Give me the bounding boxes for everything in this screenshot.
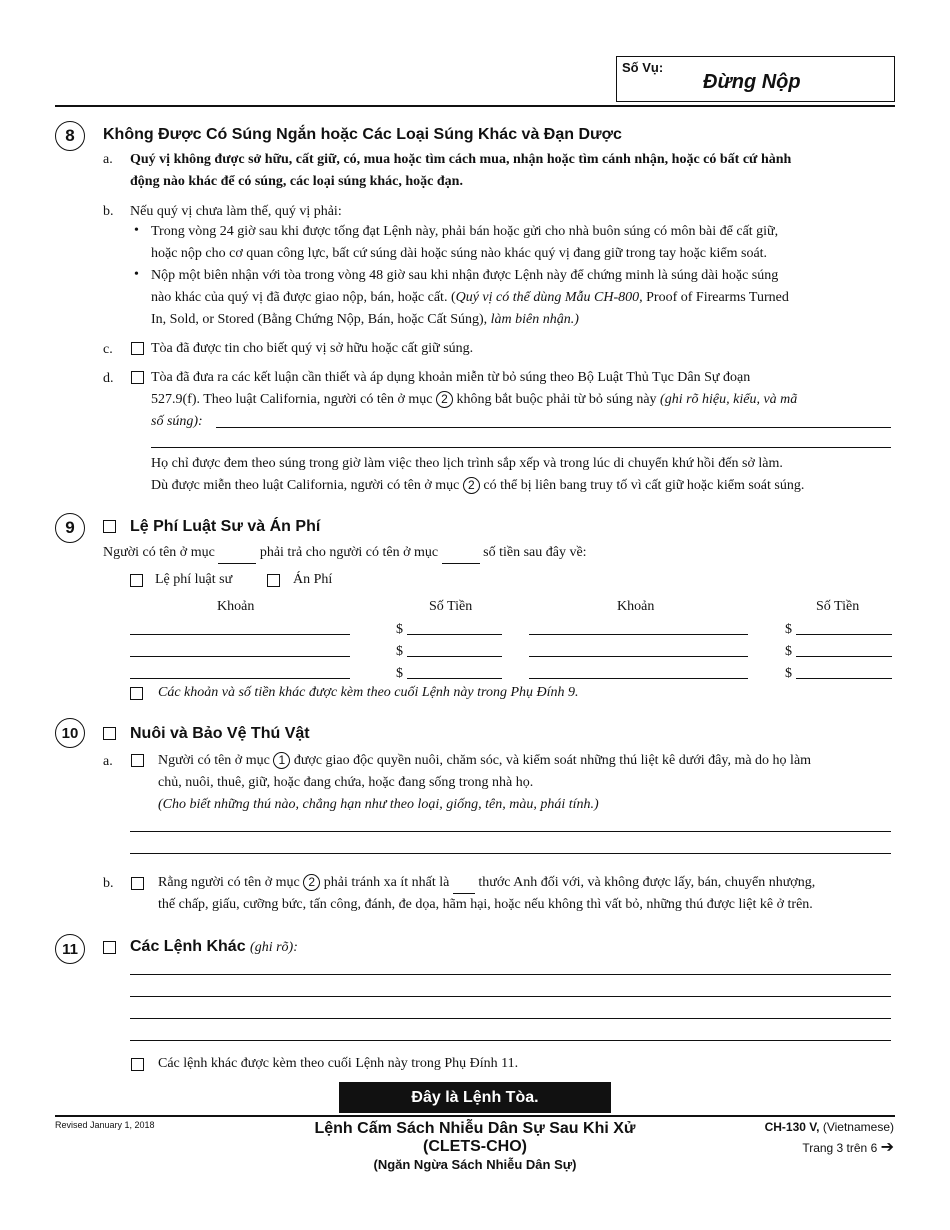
section-10a-line1-a: Người có tên ở mục — [158, 753, 270, 768]
animal-description-line-1[interactable] — [130, 831, 891, 832]
fee-item-line[interactable] — [130, 678, 350, 679]
bullet-1-line2: hoặc nộp cho cơ quan công lực, bất cứ súng dài hoặc súng nào khác quý vị đang giữ trong tay hoặc kiểm soát. — [151, 246, 768, 261]
section-10a-line1 — [158, 750, 811, 772]
bullet-2-line2-a: nào khác của quý vị đã được giao nộp, bán, hoặc cất. ( — [151, 290, 456, 305]
page-indicator — [802, 1137, 894, 1156]
fee-item-line[interactable] — [130, 656, 350, 657]
court-costs-label: Án Phí — [293, 572, 333, 587]
bullet-1: • — [134, 223, 139, 238]
fee-amount-line[interactable] — [407, 634, 502, 635]
form-code-number: CH-130 V, — [764, 1120, 820, 1134]
section-9-intro-a: Người có tên ở mục — [103, 545, 215, 560]
revised-date: Revised January 1, 2018 — [55, 1120, 155, 1130]
section-10b-line1 — [158, 872, 815, 894]
footer-rule — [55, 1115, 895, 1117]
section-8d-checkbox[interactable] — [131, 371, 144, 384]
section-8d-line1: Tòa đã đưa ra các kết luận cần thiết và áp dụng khoản miễn từ bỏ súng theo Bộ Luật Thủ Tục Dân Sự đoạn — [151, 370, 751, 385]
payee-item-blank[interactable] — [442, 548, 480, 564]
other-orders-line-5[interactable] — [130, 1040, 891, 1041]
section-10b-line2: thế chấp, giấu, cưỡng bức, tấn công, đánh, đe dọa, hãm hại, hoặc nếu không thì vất bỏ, những thú được liệt kê ở trên. — [158, 897, 813, 912]
firearm-description-line-1[interactable] — [216, 427, 891, 428]
form-title — [240, 1120, 710, 1173]
stay-away-yards-blank[interactable] — [453, 878, 475, 894]
section-8b-intro: Nếu quý vị chưa làm thế, quý vị phải: — [130, 204, 342, 219]
dollar-sign: $ — [396, 666, 403, 681]
dollar-sign: $ — [785, 666, 792, 681]
animal-description-line-2[interactable] — [130, 853, 891, 854]
other-orders-line-4[interactable] — [130, 1018, 891, 1019]
attachment-9-checkbox[interactable] — [130, 687, 143, 700]
section-9-intro-b: phải trả cho người có tên ở mục — [259, 545, 439, 560]
section-10b-line1-b: phải tránh xa ít nhất là — [323, 875, 450, 890]
form-language: (Vietnamese) — [819, 1120, 894, 1134]
court-costs-checkbox[interactable] — [267, 574, 280, 587]
bullet-2: • — [134, 267, 139, 282]
section-8d-line2-b: không bắt buộc phải từ bỏ súng này — [456, 392, 657, 407]
section-8d-line3 — [151, 411, 895, 433]
party-2-circle-icon: 2 — [436, 391, 453, 408]
section-8d-line2 — [151, 389, 895, 411]
bullet-2-line2-b: Quý vị có thể dùng Mẫu CH-800, — [455, 290, 643, 305]
fee-amount-line[interactable] — [796, 634, 892, 635]
fee-item-line[interactable] — [529, 656, 748, 657]
bullet-1-line1: Trong vòng 24 giờ sau khi được tống đạt Lệnh này, phải bán hoặc gửi cho nhà buôn súng có môn bài để cất giữ, — [151, 224, 779, 239]
section-8a-text — [130, 149, 791, 193]
section-8c-text: Tòa đã được tin cho biết quý vị sở hữu hoặc cất giữ súng. — [151, 341, 474, 356]
dollar-sign: $ — [785, 622, 792, 637]
section-8a-line1: Quý vị không được sở hữu, cất giữ, có, mua hoặc tìm cách mua, nhận hoặc tìm cánh nhận, hoặc có bất cứ hành — [130, 152, 792, 167]
section-11-title — [130, 938, 298, 956]
section-8b-bullet-1 — [151, 221, 778, 265]
section-8a-line2: động nào khác để có súng, các loại súng khác, hoặc đạn. — [130, 174, 463, 189]
section-10a-checkbox[interactable] — [131, 754, 144, 767]
header-rule — [55, 105, 895, 107]
party-2-circle-icon: 2 — [303, 874, 320, 891]
section-8d-line2-a: 527.9(f). Theo luật California, người có tên ở mục — [151, 392, 433, 407]
fee-amount-line[interactable] — [407, 656, 502, 657]
section-8d-note-line2-a: Dù được miễn theo luật California, người có tên ở mục — [151, 478, 460, 493]
section-10a-label: a. — [103, 754, 113, 769]
section-8d-note-line2-b: có thể bị liên bang truy tố vì cất giữ hoặc kiểm soát súng. — [483, 478, 805, 493]
section-8b-label: b. — [103, 204, 114, 219]
court-order-banner: Đây là Lệnh Tòa. — [339, 1082, 611, 1113]
page-number: Trang 3 trên 6 — [802, 1141, 878, 1155]
form-code — [765, 1120, 894, 1134]
bullet-2-line2 — [151, 287, 789, 309]
dollar-sign: $ — [396, 622, 403, 637]
section-10b-line1-a: Rằng người có tên ở mục — [158, 875, 300, 890]
form-title-line3: (Ngăn Ngừa Sách Nhiễu Dân Sự) — [373, 1157, 577, 1172]
fee-amount-line[interactable] — [796, 656, 892, 657]
section-8-number: 8 — [55, 121, 85, 151]
section-9-number: 9 — [55, 513, 85, 543]
attorney-fees-checkbox[interactable] — [130, 574, 143, 587]
case-number-label: Số Vụ: — [622, 60, 664, 75]
fee-amount-line[interactable] — [407, 678, 502, 679]
party-1-circle-icon: 1 — [273, 752, 290, 769]
section-10-number: 10 — [55, 718, 85, 748]
firearm-description-line-2[interactable] — [151, 447, 891, 448]
section-10a-line3: (Cho biết những thú nào, chẳng hạn như theo loại, giống, tên, màu, phái tính.) — [158, 797, 599, 812]
section-10b-text — [158, 872, 815, 916]
section-10-checkbox[interactable] — [103, 727, 116, 740]
col-header-amount-2: Số Tiền — [816, 599, 860, 614]
section-8-title: Không Được Có Súng Ngắn hoặc Các Loại Súng Khác và Đạn Dược — [103, 126, 622, 143]
section-8d-text — [151, 367, 895, 433]
section-10b-line1-c: thước Anh đối với, và không được lấy, bán, chuyển nhượng, — [478, 875, 816, 890]
form-title-line2: (CLETS-CHO) — [423, 1138, 527, 1155]
section-8c-checkbox[interactable] — [131, 342, 144, 355]
dollar-sign: $ — [785, 644, 792, 659]
section-10a-line1-b: được giao độc quyền nuôi, chăm sóc, và kiểm soát những thú liệt kê dưới đây, mà do họ làm — [293, 753, 812, 768]
attachment-9-text: Các khoản và số tiền khác được kèm theo cuối Lệnh này trong Phụ Đính 9. — [158, 685, 579, 700]
fee-item-line[interactable] — [529, 634, 748, 635]
section-8d-note — [151, 453, 804, 497]
section-9-intro-c: số tiền sau đây về: — [483, 545, 587, 560]
section-10b-label: b. — [103, 876, 114, 891]
form-title-line1: Lệnh Cấm Sách Nhiễu Dân Sự Sau Khi Xử — [314, 1120, 636, 1137]
payer-item-blank[interactable] — [218, 548, 256, 564]
section-9-checkbox[interactable] — [103, 520, 116, 533]
section-10b-checkbox[interactable] — [131, 877, 144, 890]
section-11-title-text: Các Lệnh Khác — [130, 938, 246, 955]
section-8d-line2-c: (ghi rõ hiệu, kiểu, và mã — [660, 392, 798, 407]
section-8d-line3-text: số súng): — [151, 414, 203, 429]
fee-item-line[interactable] — [130, 634, 350, 635]
fee-item-line[interactable] — [529, 678, 748, 679]
bullet-2-line2-c: Proof of Firearms Turned — [642, 290, 789, 305]
bullet-2-line3-b: làm biên nhận.) — [487, 312, 579, 327]
attachment-11-checkbox[interactable] — [131, 1058, 144, 1071]
other-orders-line-3[interactable] — [130, 996, 891, 997]
section-8a-label: a. — [103, 152, 113, 167]
attorney-fees-label: Lệ phí luật sư — [155, 572, 233, 587]
section-8d-note-line2 — [151, 475, 804, 497]
section-8b-bullet-2 — [151, 265, 789, 331]
section-9-intro — [103, 542, 587, 564]
do-not-file-text: Đừng Nộp — [703, 71, 801, 93]
fee-amount-line[interactable] — [796, 678, 892, 679]
party-2-circle-icon: 2 — [463, 477, 480, 494]
section-11-title-note: (ghi rõ): — [250, 940, 298, 955]
section-10-title: Nuôi và Bảo Vệ Thú Vật — [130, 725, 310, 742]
section-10a-line2: chủ, nuôi, thuê, giữ, hoặc đang chứa, hoặc đang sống trong nhà họ. — [158, 775, 534, 790]
section-11-checkbox[interactable] — [103, 941, 116, 954]
bullet-2-line3 — [151, 309, 789, 331]
bullet-2-line3-a: In, Sold, or Stored (Bằng Chứng Nộp, Bán, hoặc Cất Súng), — [151, 312, 488, 327]
col-header-item-1: Khoản — [217, 599, 255, 614]
section-8d-label: d. — [103, 371, 114, 386]
dollar-sign: $ — [396, 644, 403, 659]
col-header-amount-1: Số Tiền — [429, 599, 473, 614]
other-orders-line-2[interactable] — [130, 974, 891, 975]
section-11-number: 11 — [55, 934, 85, 964]
section-8d-note-line1: Họ chỉ được đem theo súng trong giờ làm việc theo lịch trình sắp xếp và trong lúc di chuyển khứ hồi đến sở làm. — [151, 456, 783, 471]
attachment-11-text: Các lệnh khác được kèm theo cuối Lệnh này trong Phụ Đính 11. — [158, 1056, 519, 1071]
next-arrow-icon: ➔ — [880, 1137, 894, 1156]
bullet-2-line1: Nộp một biên nhận với tòa trong vòng 48 giờ sau khi nhận được Lệnh này để chứng minh là súng dài hoặc súng — [151, 268, 779, 283]
col-header-item-2: Khoản — [617, 599, 655, 614]
section-8c-label: c. — [103, 342, 113, 357]
section-9-title: Lệ Phí Luật Sư và Án Phí — [130, 518, 321, 535]
section-10a-text — [158, 750, 811, 816]
